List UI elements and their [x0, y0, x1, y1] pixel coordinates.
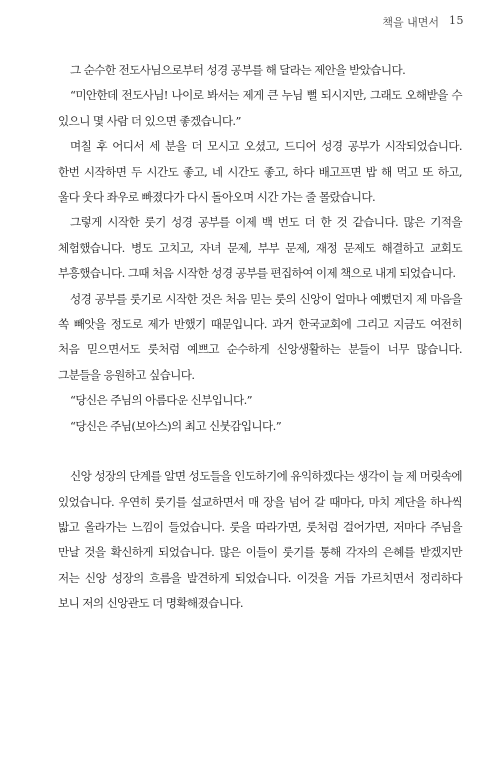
- page-number: 15: [449, 14, 464, 27]
- body-text: [58, 58, 462, 617]
- paragraph: 신앙 성장의 단계를 알면 성도들을 인도하기에 유익하겠다는 생각이 늘 제 머릿속에 있었습니다. 우연히 룻기를 설교하면서 매 장을 넘어 갈 때마다, 마치 계단을 하나씩 밟고 올라가는 느낌이 들었습니다. 룻을 따라가면, 룻처럼 걸어가면, 저마다 주님을 만날 것을 확신하게 되었습니다. 많은 이들이 룻기를 통해 각자의 은혜를 받겠지만 저는 신앙 성장의 흐름을 발견하게 되었습니다. 이것을 거듭 가르치면서 정리하다 보니 저의 신앙관도 더 명확해졌습니다.: [58, 469, 462, 611]
- paragraph: 그렇게 시작한 룻기 성경 공부를 이제 백 번도 더 한 것 같습니다. 많은 기적을 체험했습니다. 병도 고치고, 자녀 문제, 부부 문제, 재정 문제도 해결하고 교회도 부흥했습니다. 그때 처음 시작한 성경 공부를 편집하여 이제 책으로 내게 되었습니다.: [58, 215, 462, 281]
- paragraph: 성경 공부를 룻기로 시작한 것은 처음 믿는 룻의 신앙이 얼마나 예뻤던지 제 마음을 쏙 빼앗을 정도로 제가 반했기 때문입니다. 과거 한국교회에 그리고 지금도 여전히 처음 믿으면서도 룻처럼 예쁘고 순수하게 신앙생활하는 분들이 너무 많습니다. 그분들을 응원하고 싶습니다.: [58, 291, 462, 382]
- running-title: 책을 내면서: [382, 16, 439, 29]
- paragraph: “미안한데 전도사님! 나이로 봐서는 제게 큰 누님 뻘 되시지만, 그래도 오해받을 수 있으니 몇 사람 더 있으면 좋겠습니다.”: [58, 88, 462, 128]
- paragraph: 그 순수한 전도사님으로부터 성경 공부를 해 달라는 제안을 받았습니다.: [70, 63, 406, 77]
- paragraph: “당신은 주님의 아름다운 신부입니다.”: [70, 393, 252, 408]
- paragraph: 며칠 후 어디서 세 분을 더 모시고 오셨고, 드디어 성경 공부가 시작되었습니다. 한번 시작하면 두 시간도 좋고, 네 시간도 좋고, 하다 배고프면 밥 해 먹고 또 하고, 울다 웃다 좌우로 빠졌다가 다시 돌아오며 시간 가는 줄 몰랐습니다.: [58, 139, 462, 205]
- running-header: [382, 14, 464, 30]
- paragraph: “당신은 주님(보아스)의 최고 신붓감입니다.”: [70, 418, 282, 433]
